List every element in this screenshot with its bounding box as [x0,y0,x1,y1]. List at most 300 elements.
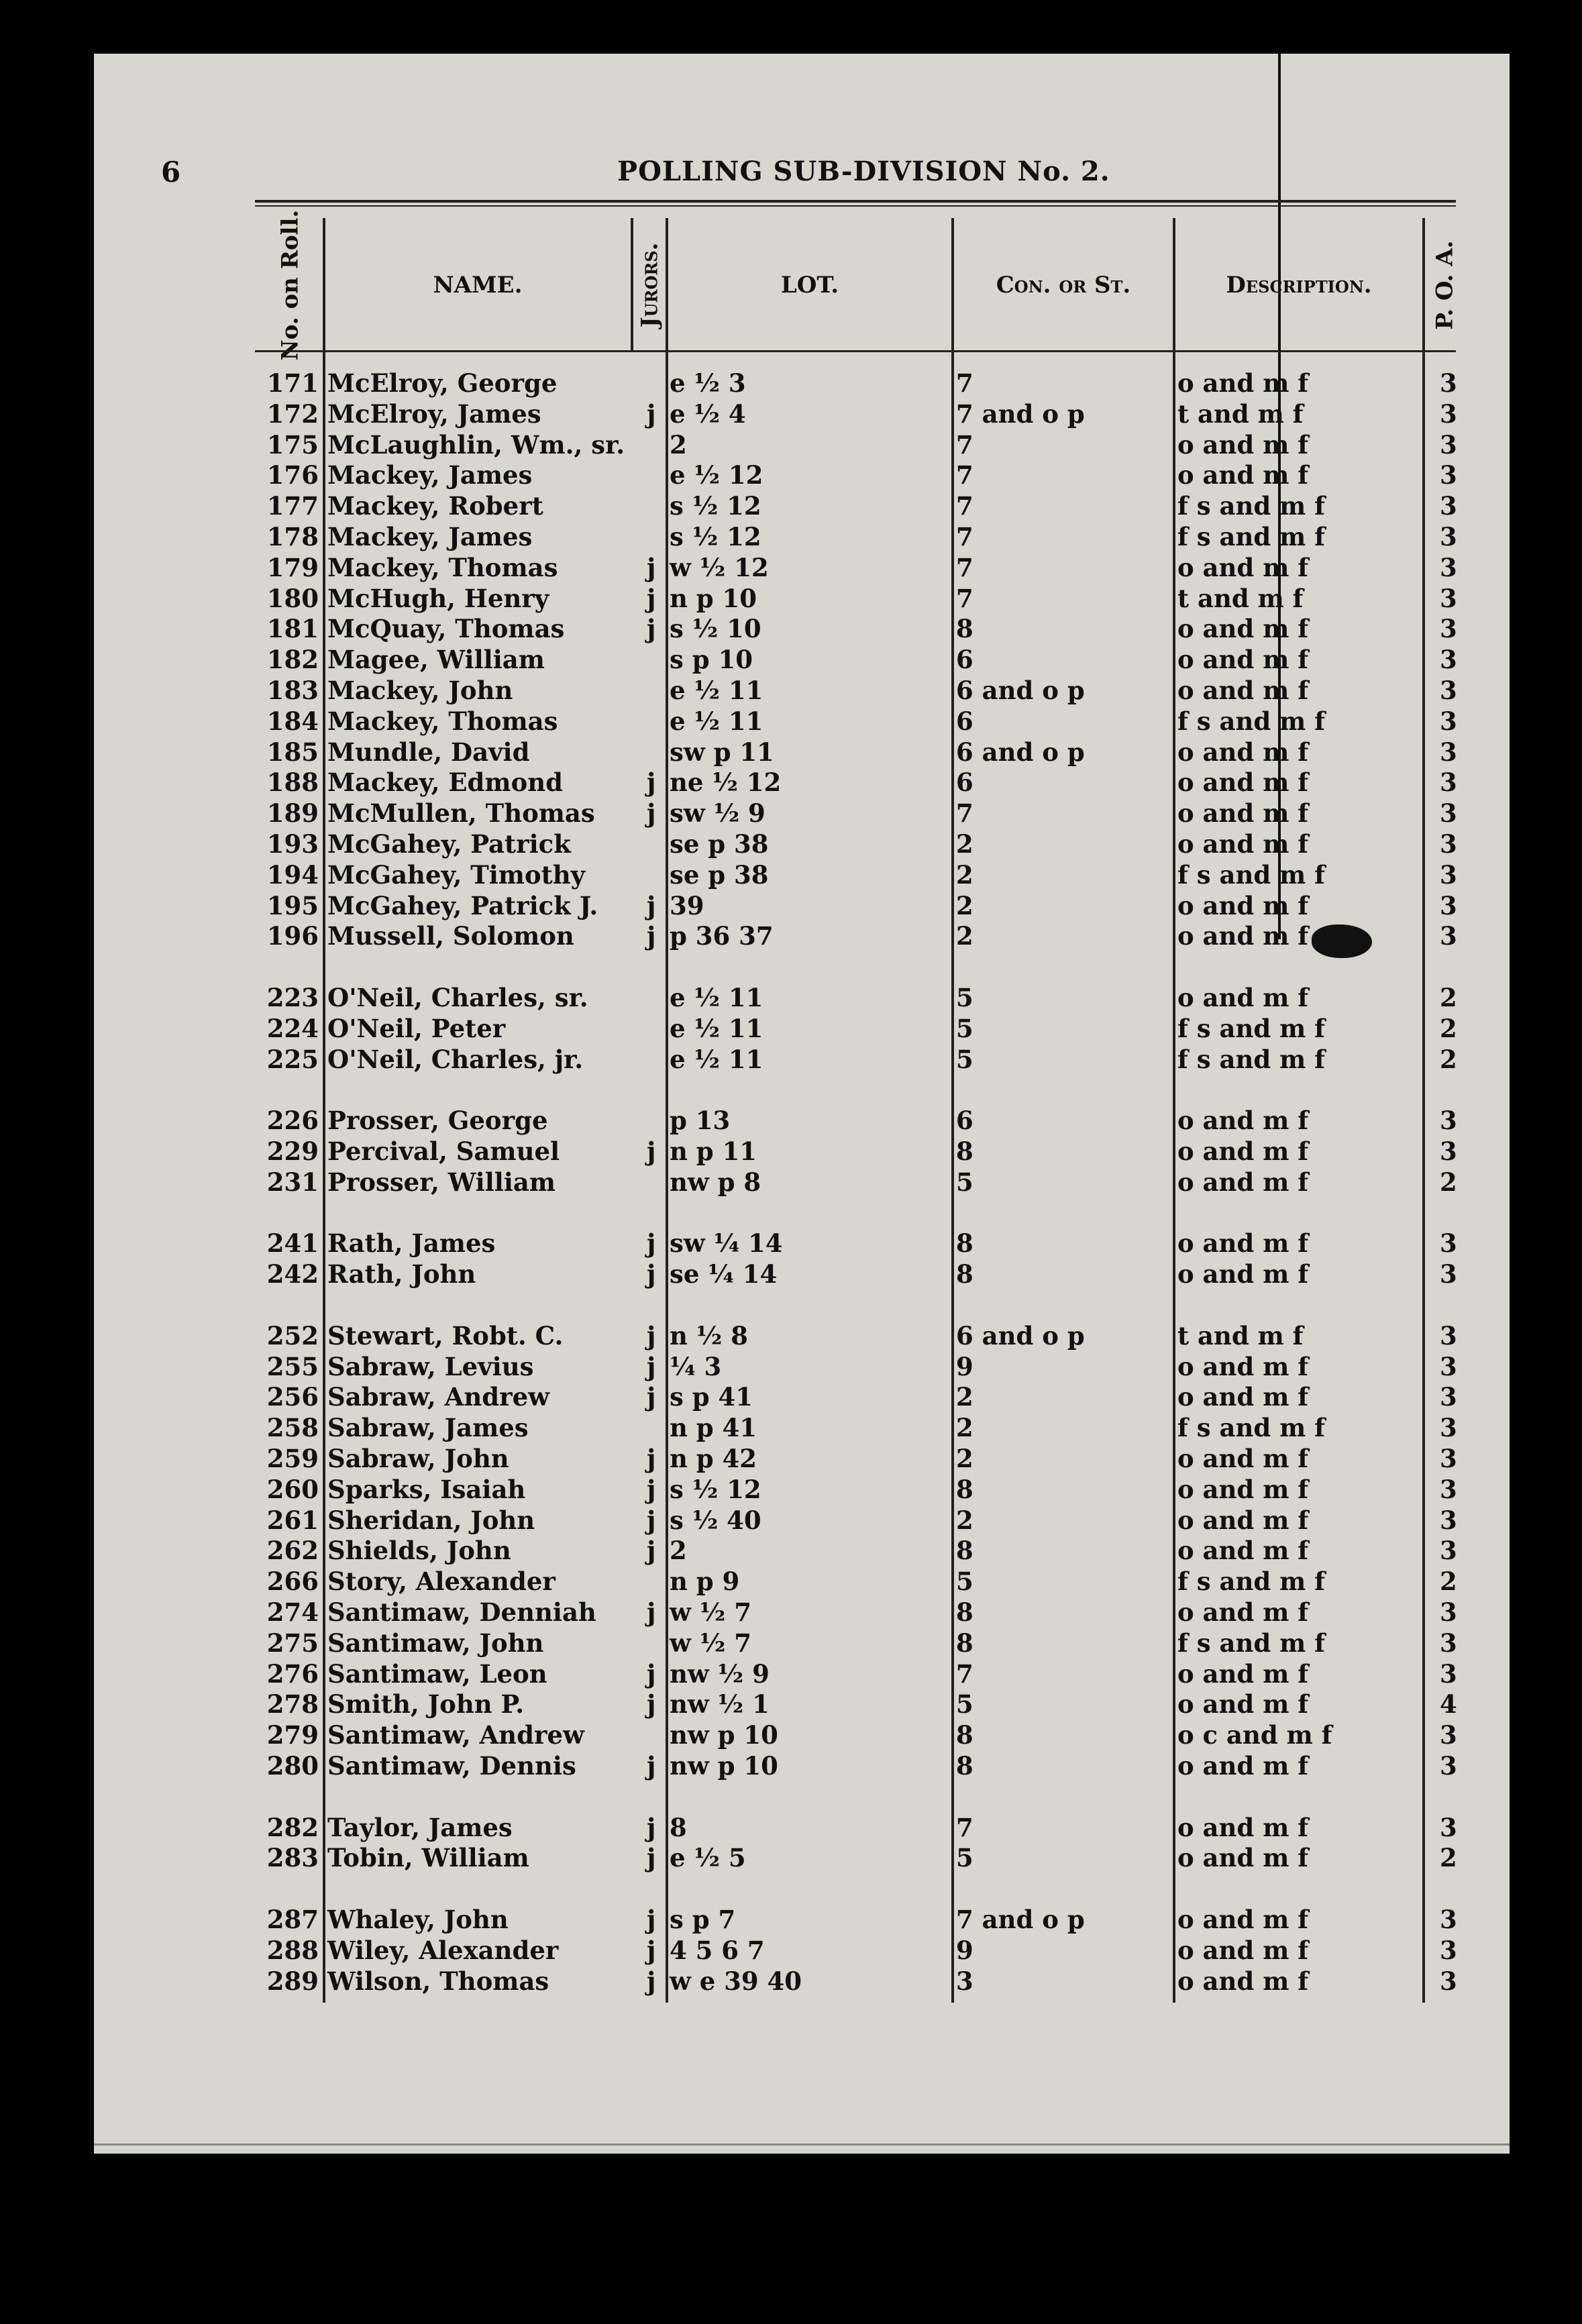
table-row [0,460,1582,490]
concession-value: 8 [956,1137,973,1166]
poa-value: 2 [1440,983,1457,1012]
table-row [0,1935,1582,1966]
table-row [0,399,1582,429]
voter-name: Magee, William [327,645,545,675]
poa-value: 3 [1440,1812,1457,1842]
table-row [0,1689,1582,1720]
roll-number: 275 [266,1628,319,1658]
poa-value: 3 [1440,768,1457,798]
poa-value: 3 [1440,583,1457,613]
lot-value: nw ½ 9 [670,1658,770,1689]
voter-name: McLaughlin, Wm., sr. [327,429,625,460]
poa-value: 3 [1440,429,1457,460]
voter-name: Santimaw, John [327,1628,544,1658]
table-row [0,1750,1582,1781]
voter-name: McGahey, Timothy [327,859,586,890]
voter-name: Shields, John [327,1536,511,1566]
table-row [0,613,1582,644]
table-row [0,1505,1582,1536]
poa-value: 3 [1440,460,1457,490]
lot-value: s ½ 12 [670,491,761,521]
roll-number: 261 [266,1505,319,1535]
concession-value: 9 [956,1935,973,1965]
description-value: o c and m f [1177,1720,1332,1750]
table-row [0,1381,1582,1412]
lot-value: s ½ 10 [670,614,761,644]
voter-name: Sabraw, Andrew [327,1382,549,1412]
lot-value: s ½ 12 [670,1474,761,1504]
voter-name: Mackey, Edmond [327,768,564,798]
voter-name: Sabraw, John [327,1444,509,1473]
voter-name: Santimaw, Denniah [327,1597,596,1627]
column-rule-header [631,218,633,352]
table-row [0,1351,1582,1382]
roll-number: 279 [266,1720,319,1750]
lot-value: s p 10 [670,645,753,675]
lot-value: n p 42 [670,1444,757,1473]
poa-value: 3 [1440,1720,1457,1750]
table-row [0,706,1582,737]
voter-name: McQuay, Thomas [327,614,565,644]
roll-number: 188 [266,768,319,798]
roll-number: 178 [266,522,319,551]
description-value: f s and m f [1177,1628,1326,1658]
voter-name: O'Neil, Peter [327,1013,506,1043]
juror-mark: j [647,1505,656,1535]
poa-value: 3 [1440,399,1457,429]
concession-value: 6 [956,1106,973,1136]
roll-number: 193 [266,829,319,859]
table-row [0,1628,1582,1658]
column-header-name: NAME. [433,272,523,299]
poa-value: 3 [1440,1413,1457,1443]
description-value: t and m f [1177,583,1304,613]
voter-name: Story, Alexander [327,1567,556,1597]
concession-value: 8 [956,1597,973,1627]
table-row [0,644,1582,675]
description-value: o and m f [1177,429,1309,460]
table-row [0,1597,1582,1628]
concession-value: 5 [956,1689,973,1720]
juror-mark: j [647,1444,656,1473]
description-value: o and m f [1177,768,1309,798]
description-value: o and m f [1177,1689,1309,1720]
poa-value: 2 [1440,1167,1457,1197]
table-row [0,552,1582,583]
concession-value: 8 [956,614,973,644]
description-value: o and m f [1177,1474,1309,1504]
table-row [0,583,1582,614]
poa-value: 2 [1440,1567,1457,1597]
poa-value: 3 [1440,368,1457,398]
description-value: f s and m f [1177,1044,1326,1074]
table-row [0,829,1582,859]
description-value: o and m f [1177,983,1309,1012]
roll-number: 182 [266,645,319,675]
voter-name: McElroy, George [327,368,558,398]
lot-value: sw ¼ 14 [670,1228,783,1259]
poa-value: 3 [1440,859,1457,890]
voter-name: Prosser, William [327,1167,556,1197]
description-value: o and m f [1177,1106,1309,1136]
juror-mark: j [647,1966,656,1996]
voter-name: Sparks, Isaiah [327,1474,526,1504]
description-value: o and m f [1177,1751,1309,1781]
description-value: o and m f [1177,1382,1309,1412]
roll-number: 183 [266,676,319,705]
voter-name: Sabraw, James [327,1413,529,1443]
voter-name: Rath, James [327,1228,496,1259]
voter-name: McElroy, James [327,399,541,429]
table-row [0,859,1582,890]
column-header-roll: No. on Roll. [276,209,304,361]
lot-value: se p 38 [670,829,769,859]
header-rule-thin [255,205,1456,207]
table-row [0,675,1582,706]
lot-value: n p 9 [670,1567,740,1597]
juror-mark: j [647,1935,656,1965]
concession-value: 7 [956,798,973,829]
column-header-con: Con. or St. [996,272,1131,299]
roll-number: 181 [266,614,319,644]
lot-value: se p 38 [670,859,769,890]
table-row [0,1105,1582,1136]
roll-number: 288 [266,1935,319,1965]
juror-mark: j [647,921,656,951]
juror-mark: j [647,1689,656,1720]
lot-value: e ½ 3 [670,368,746,398]
voter-name: O'Neil, Charles, sr. [327,983,588,1012]
description-value: o and m f [1177,1843,1309,1873]
voter-name: Whaley, John [327,1905,509,1934]
description-value: o and m f [1177,890,1309,920]
roll-number: 175 [266,429,319,460]
juror-mark: j [647,614,656,644]
juror-mark: j [647,583,656,613]
roll-number: 241 [266,1228,319,1259]
roll-number: 280 [266,1751,319,1781]
concession-value: 2 [956,1444,973,1473]
lot-value: e ½ 11 [670,676,763,705]
description-value: t and m f [1177,1320,1304,1351]
table-row [0,1842,1582,1873]
concession-value: 8 [956,1474,973,1504]
description-value: o and m f [1177,645,1309,675]
table-row [0,1167,1582,1198]
lot-value: 39 [670,890,704,920]
roll-number: 262 [266,1536,319,1566]
description-value: o and m f [1177,1228,1309,1259]
concession-value: 2 [956,1382,973,1412]
table-row [0,1474,1582,1505]
roll-number: 172 [266,399,319,429]
poa-value: 3 [1440,1351,1457,1381]
voter-name: McHugh, Henry [327,583,549,613]
description-value: o and m f [1177,829,1309,859]
header-bottom-rule [255,350,1456,352]
voter-name: Santimaw, Andrew [327,1720,584,1750]
concession-value: 7 [956,522,973,551]
concession-value: 7 [956,429,973,460]
juror-mark: j [647,552,656,582]
juror-mark: j [647,399,656,429]
concession-value: 6 and o p [956,676,1085,705]
roll-number: 259 [266,1444,319,1473]
description-value: f s and m f [1177,859,1326,890]
table-row [0,982,1582,1013]
poa-value: 3 [1440,676,1457,705]
lot-value: n p 10 [670,583,757,613]
voter-name: McMullen, Thomas [327,798,595,829]
roll-number: 266 [266,1567,319,1597]
lot-value: w ½ 12 [670,552,769,582]
juror-mark: j [647,768,656,798]
table-row [0,1658,1582,1689]
table-row [0,1259,1582,1289]
description-value: f s and m f [1177,522,1326,551]
voter-name: Wilson, Thomas [327,1966,549,1996]
voter-name: Mackey, James [327,522,533,551]
description-value: o and m f [1177,1137,1309,1166]
juror-mark: j [647,1843,656,1873]
roll-number: 180 [266,583,319,613]
juror-mark: j [647,1658,656,1689]
page-number: 6 [161,156,181,189]
concession-value: 5 [956,983,973,1012]
table-row [0,1013,1582,1044]
juror-mark: j [647,1812,656,1842]
description-value: o and m f [1177,460,1309,490]
poa-value: 2 [1440,1044,1457,1074]
table-row [0,920,1582,951]
juror-mark: j [647,798,656,829]
poa-value: 3 [1440,706,1457,736]
lot-value: sw ½ 9 [670,798,766,829]
juror-mark: j [647,1597,656,1627]
page-title: POLLING SUB-DIVISION No. 2. [617,156,1110,187]
poa-value: 3 [1440,522,1457,551]
concession-value: 7 [956,491,973,521]
poa-value: 3 [1440,1228,1457,1259]
lot-value: n p 41 [670,1413,757,1443]
lot-value: nw p 10 [670,1751,778,1781]
roll-number: 256 [266,1382,319,1412]
poa-value: 2 [1440,1843,1457,1873]
column-header-description: Description. [1226,272,1372,299]
table-row [0,429,1582,460]
table-row [0,1812,1582,1843]
concession-value: 5 [956,1567,973,1597]
table-row [0,1443,1582,1474]
table-row [0,767,1582,798]
table-row [0,737,1582,768]
lot-value: n ½ 8 [670,1320,748,1351]
description-value: f s and m f [1177,1567,1326,1597]
lot-value: e ½ 11 [670,1044,763,1074]
poa-value: 3 [1440,1536,1457,1566]
concession-value: 7 and o p [956,399,1085,429]
description-value: o and m f [1177,1597,1309,1627]
concession-value: 8 [956,1628,973,1658]
roll-number: 176 [266,460,319,490]
description-value: o and m f [1177,1444,1309,1473]
description-value: o and m f [1177,1966,1309,1996]
roll-number: 189 [266,798,319,829]
concession-value: 2 [956,1413,973,1443]
juror-mark: j [647,1474,656,1504]
lot-value: p 36 37 [670,921,774,951]
description-value: f s and m f [1177,1013,1326,1043]
description-value: f s and m f [1177,706,1326,736]
poa-value: 3 [1440,1505,1457,1535]
voter-name: Mackey, Thomas [327,552,558,582]
concession-value: 7 [956,1812,973,1842]
header-rule [255,200,1456,203]
roll-number: 196 [266,921,319,951]
table-row [0,1136,1582,1167]
poa-value: 3 [1440,890,1457,920]
poa-value: 3 [1440,1905,1457,1934]
roll-number: 258 [266,1413,319,1443]
poa-value: 3 [1440,1474,1457,1504]
voter-name: Sheridan, John [327,1505,535,1535]
concession-value: 6 [956,768,973,798]
lot-value: s ½ 12 [670,522,761,551]
voter-name: Mackey, John [327,676,513,705]
table-row [0,1320,1582,1351]
description-value: o and m f [1177,1905,1309,1934]
poa-value: 3 [1440,1320,1457,1351]
juror-mark: j [647,1137,656,1166]
voter-name: Sabraw, Levius [327,1351,534,1381]
concession-value: 2 [956,829,973,859]
description-value: o and m f [1177,737,1309,767]
roll-number: 171 [266,368,319,398]
voter-name: Wiley, Alexander [327,1935,559,1965]
voter-name: Percival, Samuel [327,1137,560,1166]
concession-value: 6 [956,706,973,736]
roll-number: 177 [266,491,319,521]
voter-name: Smith, John P. [327,1689,525,1720]
lot-value: e ½ 11 [670,706,763,736]
description-value: o and m f [1177,1935,1309,1965]
roll-number: 179 [266,552,319,582]
concession-value: 7 [956,1658,973,1689]
concession-value: 8 [956,1228,973,1259]
roll-number: 229 [266,1137,319,1166]
concession-value: 2 [956,921,973,951]
table-row [0,1566,1582,1597]
table-row [0,1412,1582,1443]
description-value: o and m f [1177,1167,1309,1197]
description-value: f s and m f [1177,1413,1326,1443]
voter-name: Mundle, David [327,737,530,767]
roll-number: 184 [266,706,319,736]
table-row [0,1904,1582,1935]
roll-number: 260 [266,1474,319,1504]
roll-number: 289 [266,1966,319,1996]
poa-value: 3 [1440,645,1457,675]
table-row [0,1720,1582,1750]
voter-name: O'Neil, Charles, jr. [327,1044,584,1074]
poa-value: 3 [1440,1137,1457,1166]
table-row [0,798,1582,829]
voter-name: Santimaw, Leon [327,1658,547,1689]
lot-value: w ½ 7 [670,1628,751,1658]
description-value: o and m f [1177,1505,1309,1535]
juror-mark: j [647,890,656,920]
roll-number: 225 [266,1044,319,1074]
concession-value: 2 [956,890,973,920]
description-value: o and m f [1177,676,1309,705]
roll-number: 255 [266,1351,319,1381]
column-header-poa: P. O. A. [1432,240,1459,330]
lot-value: nw p 8 [670,1167,761,1197]
poa-value: 3 [1440,737,1457,767]
description-value: o and m f [1177,921,1309,951]
roll-number: 195 [266,890,319,920]
poa-value: 3 [1440,1597,1457,1627]
juror-mark: j [647,1351,656,1381]
roll-number: 231 [266,1167,319,1197]
lot-value: w e 39 40 [670,1966,802,1996]
voter-name: Mackey, Robert [327,491,543,521]
voter-name: Mackey, Thomas [327,706,558,736]
juror-mark: j [647,1259,656,1289]
description-value: o and m f [1177,368,1309,398]
voter-name: Prosser, George [327,1106,548,1136]
concession-value: 7 [956,552,973,582]
concession-value: 5 [956,1013,973,1043]
roll-number: 194 [266,859,319,890]
poa-value: 3 [1440,1259,1457,1289]
voter-name: Rath, John [327,1259,476,1289]
concession-value: 7 [956,460,973,490]
poa-value: 3 [1440,1751,1457,1781]
roll-number: 226 [266,1106,319,1136]
lot-value: nw ½ 1 [670,1689,770,1720]
roll-number: 185 [266,737,319,767]
description-value: t and m f [1177,399,1304,429]
column-header-jurors: Jurors. [636,242,664,328]
voter-name: Stewart, Robt. C. [327,1320,564,1351]
description-value: o and m f [1177,614,1309,644]
concession-value: 8 [956,1751,973,1781]
roll-number: 282 [266,1812,319,1842]
poa-value: 3 [1440,491,1457,521]
roll-number: 252 [266,1320,319,1351]
concession-value: 7 and o p [956,1905,1085,1934]
voter-name: McGahey, Patrick J. [327,890,598,920]
description-value: o and m f [1177,552,1309,582]
lot-value: 4 5 6 7 [670,1935,765,1965]
concession-value: 8 [956,1720,973,1750]
lot-value: e ½ 11 [670,1013,763,1043]
lot-value: 2 [670,1536,687,1566]
lot-value: s ½ 40 [670,1505,761,1535]
concession-value: 5 [956,1044,973,1074]
description-value: o and m f [1177,1536,1309,1566]
roll-number: 276 [266,1658,319,1689]
poa-value: 3 [1440,1628,1457,1658]
table-row [0,521,1582,552]
poa-value: 3 [1440,1106,1457,1136]
voter-name: McGahey, Patrick [327,829,571,859]
concession-value: 7 [956,368,973,398]
lot-value: sw p 11 [670,737,774,767]
lot-value: ne ½ 12 [670,768,782,798]
lot-value: s p 41 [670,1382,753,1412]
